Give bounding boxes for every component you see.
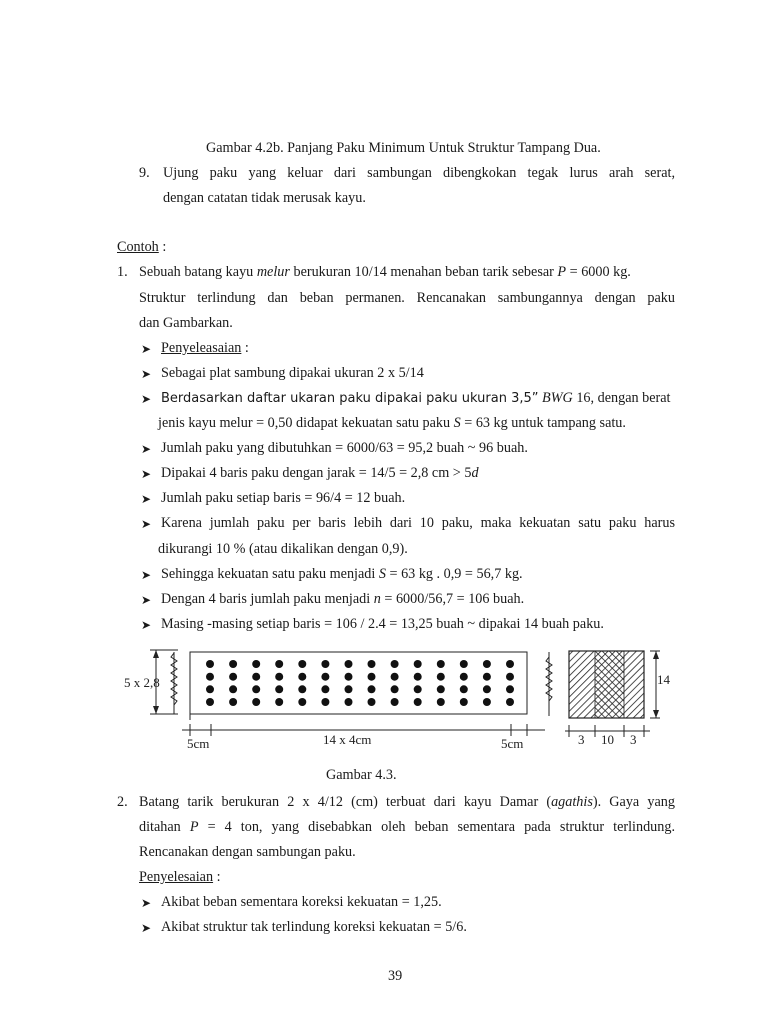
nail-dot [252,685,260,693]
bullet-baris-paku: Dipakai 4 baris paku dengan jarak = 14/5 = 2,8 cm > 5d [161,465,479,481]
nail-dot [321,660,329,668]
bullet-reduksi-line2: dikurangi 10 % (atau dikalikan dengan 0,9). [158,541,408,557]
section-label-c: 3 [630,732,637,747]
bullet-jumlah-paku-4-baris: Dengan 4 baris jumlah paku menjadi n = 6000/56,7 = 106 buah. [161,591,525,607]
nail-dot [229,660,237,668]
nail-dot [483,685,491,693]
nail-dot [275,698,283,706]
nail-dot [483,660,491,668]
nail-dot [345,660,353,668]
example-1-line3: dan Gambarkan. [139,315,233,331]
nail-dot [206,698,214,706]
nail-dot [206,660,214,668]
nail-dot [460,698,468,706]
example-1-line2: Struktur terlindung dan beban permanen. Rencanakan sambungannya dengan paku [139,290,675,306]
page-number: 39 [388,968,403,984]
nail-dot [437,698,445,706]
bullet-arrow-icon: ➤ [140,492,152,506]
nail-dot [460,685,468,693]
left-dim-label: 5 x 2,8 [124,675,160,690]
nail-dot [437,685,445,693]
bullet-beban-sementara: Akibat beban sementara koreksi kekuatan = 1,25. [161,894,442,910]
nail-dot [391,660,399,668]
nail-dot [437,673,445,681]
nail-dot [345,685,353,693]
nail-dot [414,673,422,681]
nail-dot [298,673,306,681]
bottom-left-label: 5cm [187,736,210,751]
example-2-line1: Batang tarik berukuran 2 x 4/12 (cm) terbuat dari kayu Damar (agathis). Gaya yang [139,794,675,810]
nail-dot [229,698,237,706]
nail-dot [229,673,237,681]
bullet-tak-terlindung: Akibat struktur tak terlindung koreksi kekuatan = 5/6. [161,919,467,935]
nail-dot [345,698,353,706]
section-label-b: 10 [601,732,614,747]
item-9-line2: dengan catatan tidak merusak kayu. [163,190,366,206]
item-9-line1: Ujung paku yang keluar dari sambungan dibengkokan tegak lurus arah serat, [163,165,675,181]
bullet-jumlah-paku: Jumlah paku yang dibutuhkan = 6000/63 = 95,2 buah ~ 96 buah. [161,440,528,456]
nail-dot [275,673,283,681]
nail-dot [321,685,329,693]
nail-dot [414,685,422,693]
nail-dot [414,698,422,706]
nail-dot [252,673,260,681]
bullet-arrow-icon: ➤ [140,921,152,935]
bullet-kekuatan-paku: Sehingga kekuatan satu paku menjadi S = 63 kg . 0,9 = 56,7 kg. [161,566,523,582]
example-2-line2: ditahan P = 4 ton, yang disebabkan oleh beban sementara pada struktur terlindung. [139,819,675,835]
nail-dot [206,685,214,693]
bullet-masing-baris: Masing -masing setiap baris = 106 / 2.4 = 13,25 buah ~ dipakai 14 buah paku. [161,616,604,632]
nail-dot [368,673,376,681]
bullet-daftar-paku: Berdasarkan daftar ukaran paku dipakai paku ukuran 3,5” BWG 16, dengan berat [161,390,671,406]
nail-dot [252,698,260,706]
nail-dot [345,673,353,681]
bullet-arrow-icon: ➤ [140,618,152,632]
bullet-arrow-icon: ➤ [140,896,152,910]
bottom-right-label: 5cm [501,736,524,751]
plate-outline [190,652,527,714]
nail-dot [321,673,329,681]
nail-dot [506,685,514,693]
bullet-arrow-icon: ➤ [140,442,152,456]
caption-top: Gambar 4.2b. Panjang Paku Minimum Untuk Struktur Tampang Dua. [206,140,601,156]
bullet-reduksi-line1: Karena jumlah paku per baris lebih dari 10 paku, maka kekuatan satu paku harus [161,515,675,531]
bullet-paku-per-baris: Jumlah paku setiap baris = 96/4 = 12 buah. [161,490,406,506]
bullet-arrow-icon: ➤ [140,367,152,381]
nail-dot [229,685,237,693]
bullet-daftar-paku-line2: jenis kayu melur = 0,50 didapat kekuatan satu paku S = 63 kg untuk tampang satu. [158,415,626,431]
item-9-number: 9. [139,165,150,181]
example-2-penyelesaian: Penyelesaian : [139,869,221,885]
bullet-arrow-icon: ➤ [140,467,152,481]
nail-dot [414,660,422,668]
nail-dot [483,673,491,681]
nail-dot [483,698,491,706]
bottom-mid-label: 14 x 4cm [323,732,372,747]
nail-dot [368,698,376,706]
nail-dot [368,660,376,668]
nail-grid [206,660,514,706]
nail-dot [275,685,283,693]
example-2-number: 2. [117,794,128,810]
nail-dot [391,673,399,681]
nail-dot [298,698,306,706]
nail-dot [298,685,306,693]
bullet-arrow-icon: ➤ [140,568,152,582]
bullet-arrow-icon: ➤ [140,392,152,406]
nail-dot [391,685,399,693]
nail-dot [368,685,376,693]
contoh-heading: Contoh : [117,239,167,255]
nail-dot [275,660,283,668]
nail-dot [506,698,514,706]
nail-dot [506,660,514,668]
example-1-line1: Sebuah batang kayu melur berukuran 10/14 menahan beban tarik sebesar P = 6000 kg. [139,264,631,280]
caption-figure: Gambar 4.3. [326,767,397,783]
bullet-plat-sambung: Sebagai plat sambung dipakai ukuran 2 x 5/14 [161,365,424,381]
nail-dot [460,673,468,681]
bullet-arrow-icon: ➤ [140,593,152,607]
nail-dot [437,660,445,668]
nail-dot [460,660,468,668]
nail-dot [252,660,260,668]
right-dim-label: 14 [657,672,670,687]
nail-dot [298,660,306,668]
nail-dot [391,698,399,706]
nail-dot [321,698,329,706]
bullet-arrow-icon: ➤ [140,517,152,531]
example-2-line3: Rencanakan dengan sambungan paku. [139,844,356,860]
nail-dot [206,673,214,681]
example-1-number: 1. [117,264,128,280]
section-label-a: 3 [578,732,585,747]
bullet-arrow-icon: ➤ [140,342,152,356]
bullet-penyelesaian: Penyeleasaian : [161,340,249,356]
nail-dot [506,673,514,681]
